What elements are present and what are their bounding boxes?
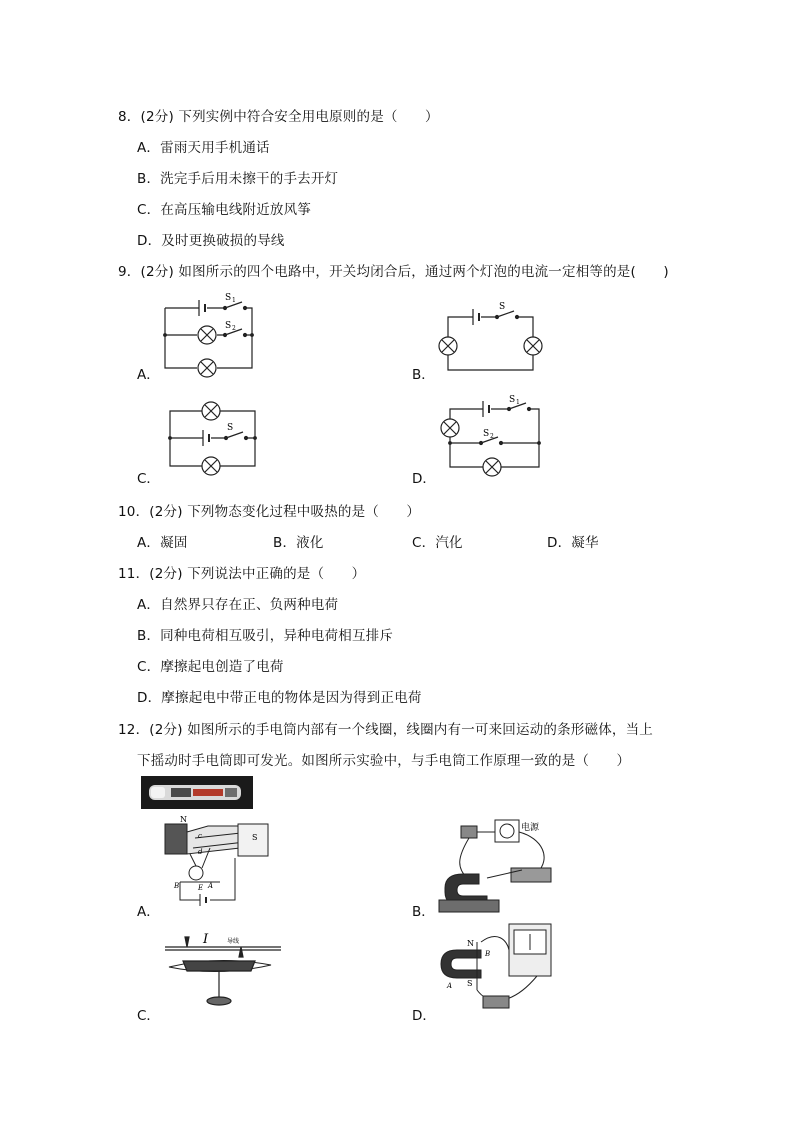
point-b-label: B bbox=[485, 950, 491, 958]
point-e-label: E bbox=[198, 884, 204, 892]
q9-label-b: B． bbox=[412, 367, 435, 383]
switch-subscript: 1 bbox=[232, 297, 236, 304]
q11-stem: 11．(2分) 下列说法中正确的是（ ） bbox=[118, 566, 366, 582]
q10-option-b: B．液化 bbox=[273, 535, 324, 551]
magnet-n-label: N bbox=[467, 939, 474, 948]
current-i-label: I bbox=[203, 932, 209, 947]
q12-stem-line1: 12．(2分) 如图所示的手电筒内部有一个线圈，线圈内有一可来回运动的条形磁体，当上 bbox=[118, 722, 653, 738]
point-a-label: A bbox=[447, 982, 453, 990]
magnet-s-label: S bbox=[252, 833, 258, 842]
point-d-label: d bbox=[198, 848, 203, 856]
q9-label-d: D． bbox=[412, 471, 436, 487]
switch-subscript: 1 bbox=[516, 399, 520, 406]
q10-option-d: D．凝华 bbox=[547, 535, 599, 551]
switch-label: S bbox=[225, 293, 232, 303]
q11-option-c: C．摩擦起电创造了电荷 bbox=[137, 659, 284, 675]
q9-circuit-d bbox=[435, 395, 555, 480]
q12-figure-a bbox=[160, 815, 270, 913]
q12-stem-line2: 下摇动时手电筒即可发光。如图所示实验中，与手电筒工作原理一致的是（ ） bbox=[137, 753, 631, 769]
point-c-label: c bbox=[198, 832, 202, 840]
q11-option-a: A．自然界只存在正、负两种电荷 bbox=[137, 597, 339, 613]
magnet-n-label: N bbox=[180, 815, 187, 824]
q10-option-a: A．凝固 bbox=[137, 535, 188, 551]
switch-label: S bbox=[483, 429, 490, 439]
q8-stem: 8．(2分) 下列实例中符合安全用电原则的是（ ） bbox=[118, 109, 439, 125]
q11-option-b: B．同种电荷相互吸引，异种电荷相互排斥 bbox=[137, 628, 394, 644]
switch-label: S bbox=[509, 395, 516, 405]
q12-figure-c bbox=[163, 925, 283, 1010]
q12-label-c: C． bbox=[137, 1008, 160, 1024]
q12-figure-b bbox=[437, 818, 557, 918]
q12-figure-d bbox=[437, 920, 557, 1020]
switch-label: S bbox=[225, 321, 232, 331]
magnet-s-label: S bbox=[467, 979, 473, 988]
q9-label-a: A． bbox=[137, 367, 160, 383]
q9-circuit-c bbox=[160, 400, 270, 475]
switch-subscript: 2 bbox=[490, 433, 494, 440]
q8-option-a: A．雷雨天用手机通话 bbox=[137, 140, 270, 156]
point-b-label: B bbox=[174, 882, 180, 890]
q12-label-a: A． bbox=[137, 904, 160, 920]
switch-label: S bbox=[227, 423, 234, 433]
q8-option-b: B．洗完手后用未擦干的手去开灯 bbox=[137, 171, 339, 187]
power-source-label: 电源 bbox=[521, 823, 540, 833]
q12-label-d: D． bbox=[412, 1008, 436, 1024]
q8-option-c: C．在高压输电线附近放风筝 bbox=[137, 202, 312, 218]
q9-label-c: C． bbox=[137, 471, 160, 487]
flashlight-photo bbox=[141, 776, 253, 809]
q12-label-b: B． bbox=[412, 904, 435, 920]
q10-option-c: C．汽化 bbox=[412, 535, 463, 551]
q8-option-d: D．及时更换破损的导线 bbox=[137, 233, 285, 249]
switch-label: S bbox=[499, 302, 506, 312]
q9-stem: 9．(2分) 如图所示的四个电路中，开关均闭合后，通过两个灯泡的电流一定相等的是( ) bbox=[118, 264, 669, 280]
point-a-label: A bbox=[208, 882, 214, 890]
q11-option-d: D．摩擦起电中带正电的物体是因为得到正电荷 bbox=[137, 690, 422, 706]
wire-label: 导线 bbox=[227, 938, 240, 945]
switch-subscript: 2 bbox=[232, 325, 236, 332]
q9-circuit-b bbox=[435, 300, 555, 375]
q10-stem: 10．(2分) 下列物态变化过程中吸热的是（ ） bbox=[118, 504, 421, 520]
q9-circuit-a bbox=[155, 290, 265, 380]
